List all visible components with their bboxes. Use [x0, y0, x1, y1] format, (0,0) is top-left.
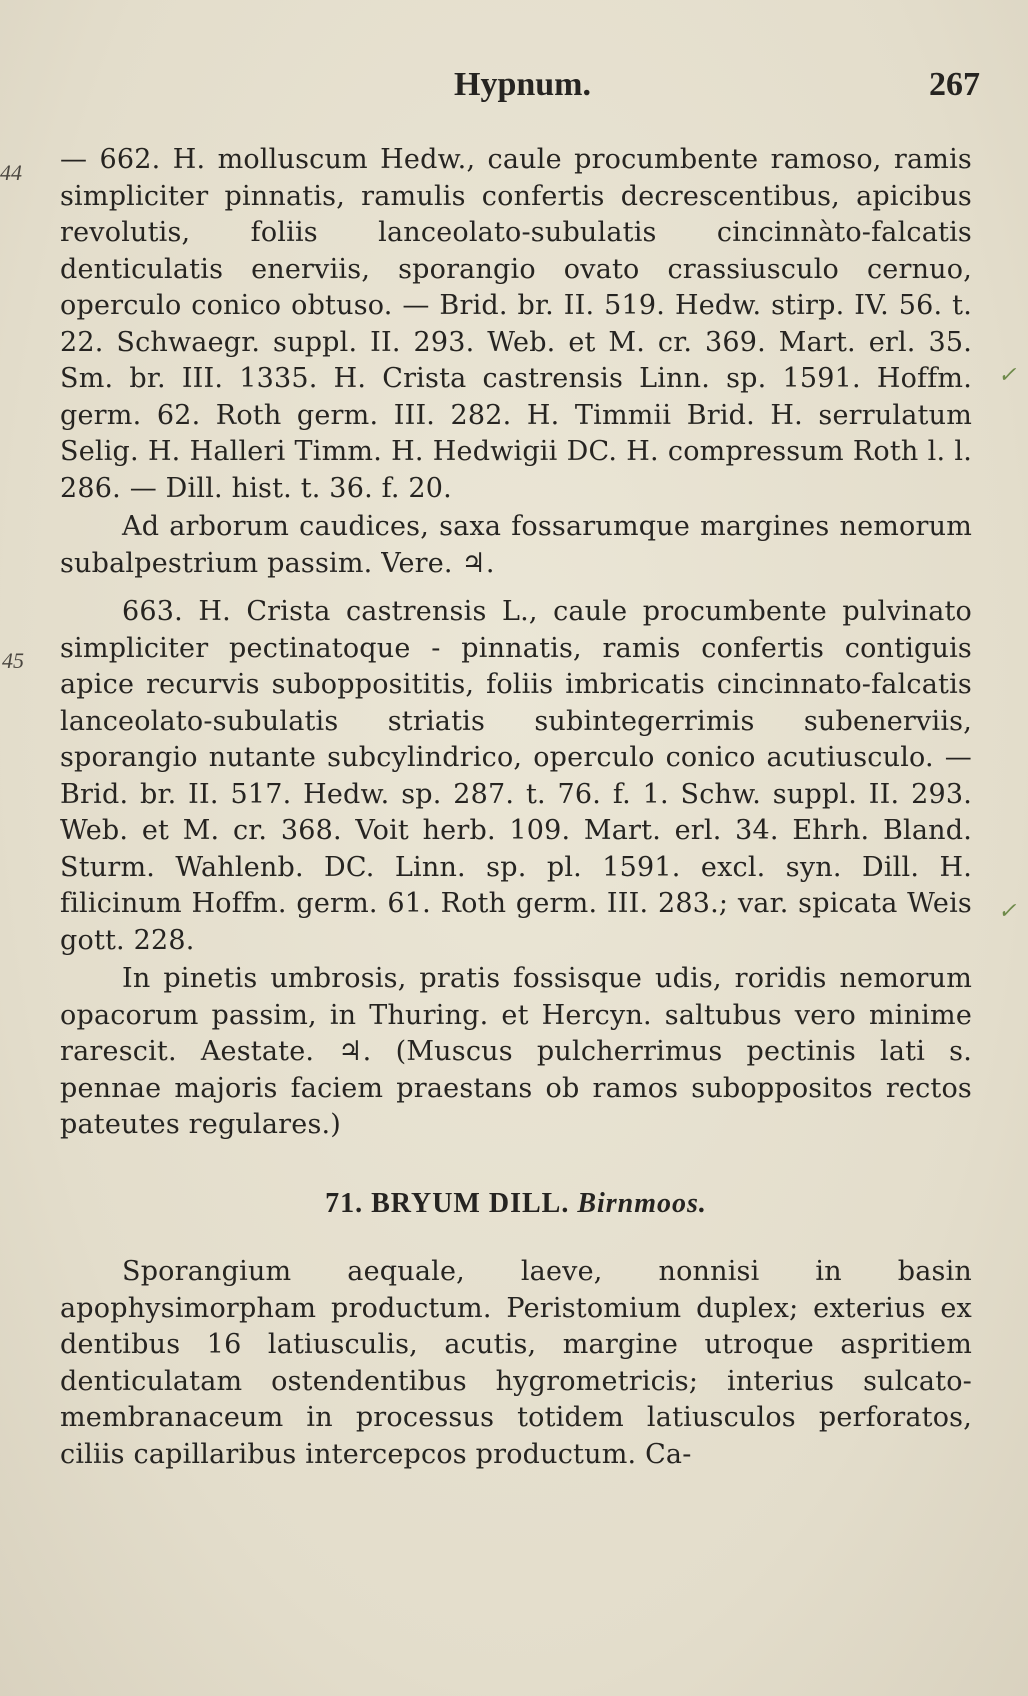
margin-note-45: 45 [2, 648, 24, 673]
entry-663-habitat: In pinetis umbrosis, pratis fossisque udis, roridis nemorum opacorum passim, in Thuring. et Hercyn. saltubus vero minime rarescit. Aestate. ♃. (Muscus pulcherrimus pectinis lati s. pennae majoris faciem praestans ob ramos suboppositos rectos pateutes regulares.) [60, 963, 972, 1140]
section-heading [60, 1186, 972, 1223]
section-description: Sporangium aequale, laeve, nonnisi in basin apophysimorpham productum. Peristomium duplex; exterius ex dentibus 16 latiusculis, acutis, margine utroque aspritiem denticulatam ostendentibus hygrometricis; interius sulcato-membranaceum in processus totidem latiusculos perforatos, ciliis capillaribus intercepcos productum. Ca- [60, 1256, 972, 1470]
entry-662-description: — 662. H. molluscum Hedw., caule procumbente ramoso, ramis simpliciter pinnatis, ramulis confertis decrescentibus, apicibus revolutis, foliis lanceolato-subulatis cincinnàto-falcatis denticulatis enerviis, sporangio ovato crassiusculo cernuo, operculo conico obtuso. — Brid. br. II. 519. Hedw. stirp. IV. 56. t. 22. Schwaegr. suppl. II. 293. Web. et M. cr. 369. Mart. erl. 35. Sm. br. III. 1335. H. Crista castrensis Linn. sp. 1591. Hoffm. germ. 62. Roth germ. III. 282. H. Timmii Brid. H. serrulatum Selig. H. Halleri Timm. H. Hedwigii DC. H. compressum Roth l. l. 286. — Dill. hist. t. 36. f. 20. [60, 144, 972, 504]
section-heading-latin: 71. BRYUM DILL. [325, 1187, 570, 1219]
entry-662-habitat: Ad arborum caudices, saxa fossarumque margines nemorum subalpestrium passim. Vere. ♃. [60, 511, 972, 579]
running-title: Hypnum. [454, 66, 591, 103]
margin-note-44: 44 [0, 160, 22, 185]
margin-check-mark: ✓ [998, 362, 1017, 387]
page-header [60, 66, 980, 110]
margin-check-mark: ✓ [998, 898, 1017, 923]
page-number: 267 [929, 66, 980, 103]
page-body [60, 142, 972, 1473]
section-heading-german: Birnmoos. [577, 1187, 707, 1219]
entry-663-description: 663. H. Crista castrensis L., caule procumbente pulvinato simpliciter pectinatoque - pinnatis, ramis confertis contiguis apice recurvis subopposititis, foliis imbricatis cincinnato-falcatis lanceolato-subulatis striatis subintegerrimis subenerviis, sporangio nutante subcylindrico, operculo conico acutiusculo. — Brid. br. II. 517. Hedw. sp. 287. t. 76. f. 1. Schw. suppl. II. 293. Web. et M. cr. 368. Voit herb. 109. Mart. erl. 34. Ehrh. Bland. Sturm. Wahlenb. DC. Linn. sp. pl. 1591. excl. syn. Dill. H. filicinum Hoffm. germ. 61. Roth germ. III. 283.; var. spicata Weis gott. 228. [60, 596, 972, 956]
